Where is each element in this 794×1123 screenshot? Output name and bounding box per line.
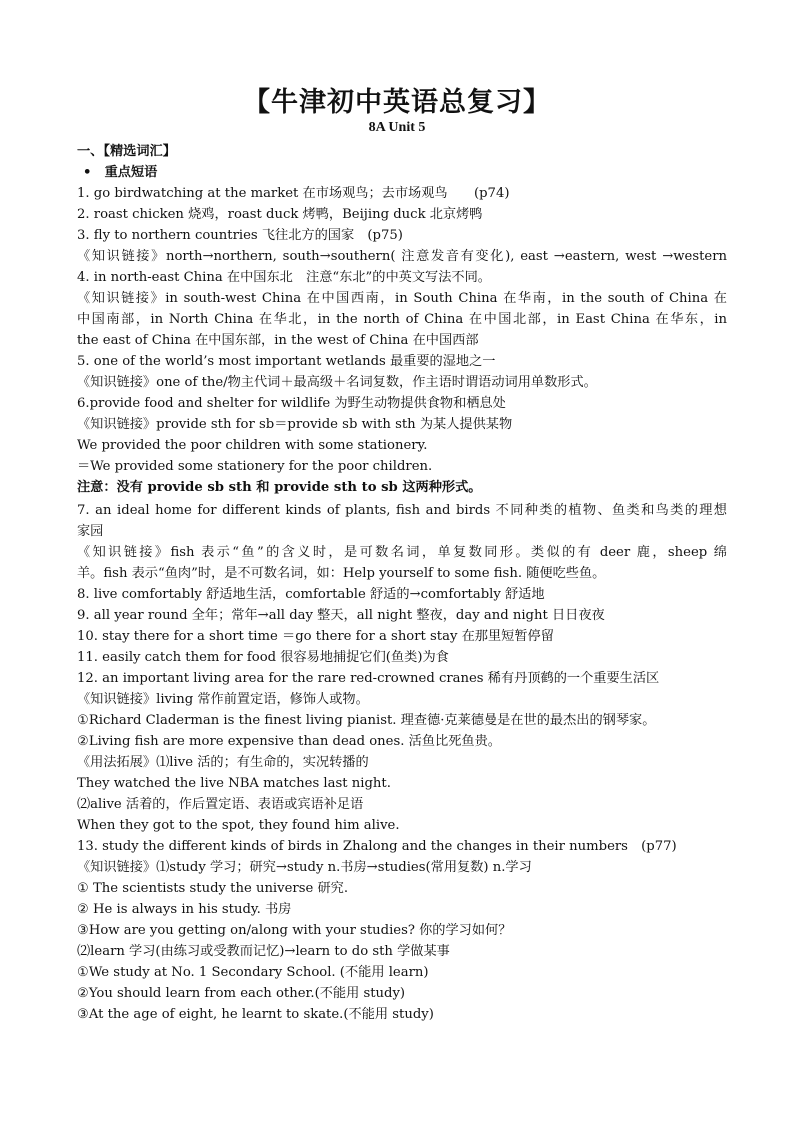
text-line: 9. all year round 全年；常年→all day 整天，all night 整夜，day and night 日日夜夜 (77, 608, 605, 623)
text-line: ②You should learn from each other.(不能用 study) (77, 986, 406, 1001)
text-line: ③At the age of eight, he learnt to skate.(不能用 study) (77, 1007, 434, 1022)
text-line: 7. an ideal home for different kinds of plants, fish and birds 不同种类的植物、鱼类和鸟类的理想 (77, 503, 727, 518)
text-line: 4. in north-east China 在中国东北 注意“东北”的中英文写法不同。 (77, 270, 491, 285)
text-line: ⑵learn 学习(由练习或受教而记忆)→learn to do sth 学做某事 (77, 944, 450, 959)
text-line: 10. stay there for a short time ＝go there for a short stay 在那里短暂停留 (77, 629, 554, 644)
text-line: 3. fly to northern countries 飞往北方的国家 (p75) (77, 228, 403, 243)
text-line: 5. one of the world’s most important wetlands 最重要的湿地之一 (77, 354, 496, 369)
text-line: We provided the poor children with some stationery. (77, 438, 428, 453)
subsection-heading: • 重点短语 (83, 165, 158, 180)
text-line: 中国南部，in North China 在华北，in the north of China 在中国北部，in East China 在华东，in (77, 312, 727, 327)
text-line: 8. live comfortably 舒适地生活，comfortable 舒适的→comfortably 舒适地 (77, 587, 545, 602)
section-heading: 一、【精选词汇】 (77, 144, 176, 159)
text-line: ②Living fish are more expensive than dead ones. 活鱼比死鱼贵。 (77, 734, 501, 749)
text-line: 2. roast chicken 烧鸡，roast duck 烤鸭，Beijing duck 北京烤鸭 (77, 207, 483, 222)
text-line: 《用法拓展》⑴live 活的；有生命的，实况转播的 (77, 755, 369, 770)
text-line: 12. an important living area for the rare red-crowned cranes 稀有丹顶鹤的一个重要生活区 (77, 671, 660, 686)
text-line: 《知识链接》fish 表示“鱼”的含义时，是可数名词，单复数同形。类似的有 deer 鹿，sheep 绵 (77, 545, 727, 560)
text-line: ② He is always in his study. 书房 (77, 902, 292, 917)
text-line: ③How are you getting on/along with your studies? 你的学习如何？ (77, 923, 512, 938)
text-line: 羊。fish 表示“鱼肉”时，是不可数名词，如：Help yourself to some fish. 随便吃些鱼。 (77, 566, 606, 581)
text-line: ⑵alive 活着的，作后置定语、表语或宾语补足语 (77, 797, 364, 812)
text-line: They watched the live NBA matches last night. (77, 776, 391, 791)
document-subtitle: 8A Unit 5 (368, 120, 426, 135)
text-line: When they got to the spot, they found him alive. (77, 818, 400, 833)
text-line: ①Richard Claderman is the finest living pianist. 理查德·克莱德曼是在世的最杰出的钢琴家。 (77, 713, 656, 728)
text-line: the east of China 在中国东部，in the west of China 在中国西部 (77, 333, 479, 348)
text-line: 《知识链接》north→northern, south→southern( 注意发音有变化), east →eastern, west →western (77, 249, 727, 264)
text-line: 11. easily catch them for food 很容易地捕捉它们(鱼类)为食 (77, 650, 449, 665)
text-line: 《知识链接》⑴study 学习；研究→study n.书房→studies(常用复数) n.学习 (77, 860, 532, 875)
text-line: 家园 (77, 524, 104, 539)
text-line: 《知识链接》provide sth for sb＝provide sb with sth 为某人提供某物 (77, 417, 513, 432)
text-line: 13. study the different kinds of birds in Zhalong and the changes in their numbers (p77) (77, 839, 677, 854)
text-line: 1. go birdwatching at the market 在市场观鸟；去市场观鸟 (p74) (77, 186, 510, 201)
document-title: 【牛津初中英语总复习】 (243, 87, 551, 118)
text-line: 《知识链接》one of the/物主代词＋最高级＋名词复数，作主语时谓语动词用单数形式。 (77, 375, 597, 390)
text-line: 《知识链接》in south-west China 在中国西南，in South China 在华南，in the south of China 在 (77, 291, 727, 306)
text-line: 《知识链接》living 常作前置定语，修饰人或物。 (77, 692, 369, 707)
note-line: 注意：没有 provide sb sth 和 provide sth to sb 这两种形式。 (77, 480, 482, 495)
text-line: ①We study at No. 1 Secondary School. (不能用 learn) (77, 965, 429, 980)
text-line: ＝We provided some stationery for the poor children. (77, 459, 433, 474)
text-line: 6.provide food and shelter for wildlife 为野生动物提供食物和栖息处 (77, 396, 506, 411)
text-line: ① The scientists study the universe 研究. (77, 881, 349, 896)
